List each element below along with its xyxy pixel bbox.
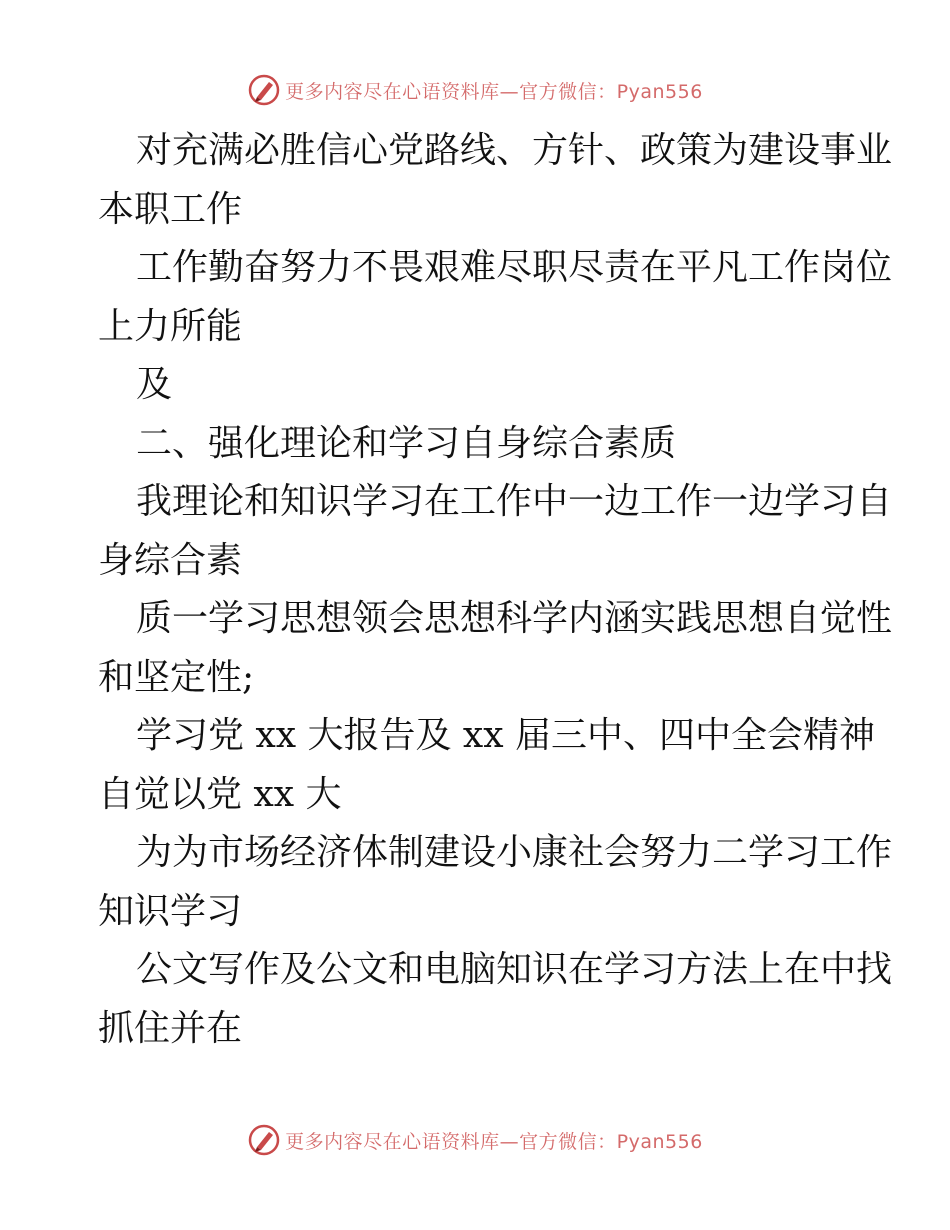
paragraph-8-line-1: 为为市场经济体制建设小康社会努力二学习工作 [136, 832, 893, 873]
paragraph-2-line-2: 上力所能 [98, 305, 243, 347]
banner-text: 更多内容尽在心语资料库—官方微信：Pyan556 [285, 80, 703, 103]
paragraph-6-line-1: 质一学习思想领会思想科学内涵实践思想自觉性 [136, 598, 893, 639]
pen-seal-icon [247, 1123, 281, 1157]
paragraph-5-line-1: 我理论和知识学习在工作中一边工作一边学习自 [136, 481, 893, 522]
pen-seal-icon [247, 73, 281, 107]
paragraph-9-line-2: 抓住并在 [98, 1007, 243, 1049]
banner-text: 更多内容尽在心语资料库—官方微信：Pyan556 [285, 1130, 703, 1153]
paragraph-5-line-2: 身综合素 [98, 539, 243, 581]
paragraph-8-line-2: 知识学习 [98, 890, 243, 932]
paragraph-3-line-1: 及 [136, 364, 173, 405]
paragraph-1-line-1: 对充满必胜信心党路线、方针、政策为建设事业 [136, 130, 893, 171]
document-body [98, 122, 893, 1058]
section-heading: 二、强化理论和学习自身综合素质 [136, 422, 677, 464]
paragraph-1-line-2: 本职工作 [98, 188, 243, 230]
paragraph-9-line-1: 公文写作及公文和电脑知识在学习方法上在中找 [136, 949, 893, 990]
paragraph-7-line-2: 自觉以党 xx 大 [98, 773, 342, 815]
paragraph-2-line-1: 工作勤奋努力不畏艰难尽职尽责在平凡工作岗位 [136, 247, 893, 288]
header-banner [0, 70, 950, 110]
footer-banner [0, 1120, 950, 1160]
paragraph-6-line-2: 和坚定性; [98, 656, 255, 698]
paragraph-7-line-1: 学习党 xx 大报告及 xx 届三中、四中全会精神 [136, 715, 875, 756]
